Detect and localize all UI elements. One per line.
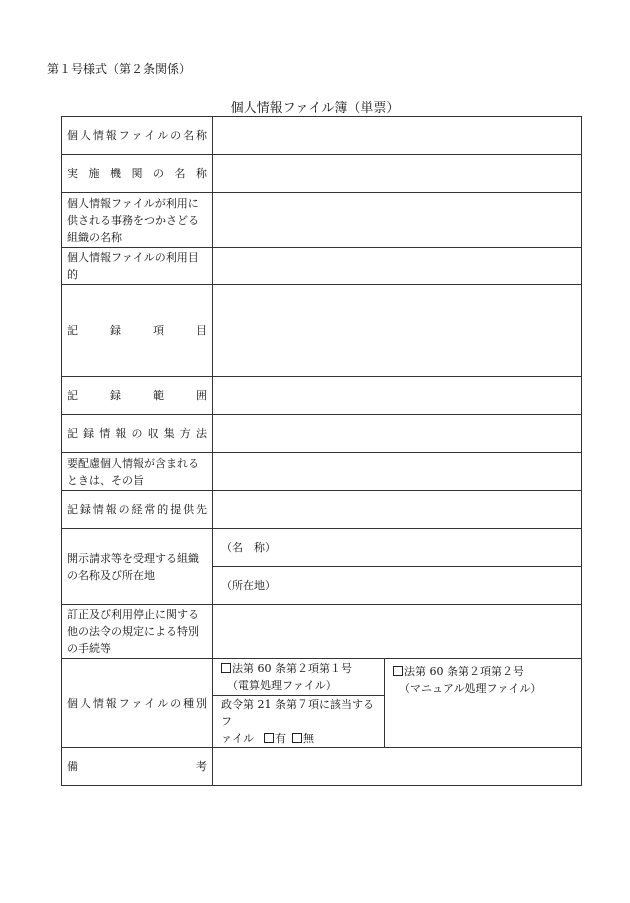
label-file-name: 個人情報ファイルの名称	[62, 117, 213, 155]
yes-label: 有	[275, 732, 286, 745]
label-purpose: 個人情報ファイルの利用目的	[62, 248, 213, 285]
option1-line2: （電算処理ファイル）	[227, 679, 337, 692]
value-disclosure-name[interactable]	[213, 529, 582, 567]
value-record-items[interactable]	[213, 285, 582, 377]
no-label: 無	[303, 732, 314, 745]
label-special-care: 要配慮個人情報が含まれるときは、その旨	[62, 453, 213, 491]
label-file-type: 個人情報ファイルの種別	[62, 659, 213, 748]
row-disclosure-name	[62, 529, 582, 567]
option1-line1: 法第 60 条第２項第１号	[232, 662, 352, 675]
row-other-laws	[62, 605, 582, 659]
value-agency-name[interactable]	[213, 155, 582, 193]
checkbox-manual-file[interactable]	[393, 666, 403, 676]
label-record-items: 記録項目	[62, 285, 213, 377]
row-regular-recipient	[62, 491, 582, 529]
row-purpose	[62, 248, 582, 285]
label-org-name: 個人情報ファイルが利用に供される事務をつかさどる組織の名称	[62, 193, 213, 248]
option2-line2: （マニュアル処理ファイル）	[399, 682, 542, 695]
option2-line1: 法第 60 条第２項第２号	[404, 665, 524, 678]
checkbox-electronic-file[interactable]	[221, 663, 231, 673]
row-org-name	[62, 193, 582, 248]
row-remarks	[62, 748, 582, 786]
row-collection-method	[62, 415, 582, 453]
value-special-care[interactable]	[213, 453, 582, 491]
label-other-laws: 訂正及び利用停止に関する他の法令の規定による特別の手続等	[62, 605, 213, 659]
row-agency-name	[62, 155, 582, 193]
label-record-range: 記録範囲	[62, 377, 213, 415]
value-other-laws[interactable]	[213, 605, 582, 659]
value-collection-method[interactable]	[213, 415, 582, 453]
value-file-name[interactable]	[213, 117, 582, 155]
label-disclosure-org: 開示請求等を受理する組織の名称及び所在地	[62, 529, 213, 605]
value-disclosure-address[interactable]	[213, 567, 582, 605]
row-record-range	[62, 377, 582, 415]
value-org-name[interactable]	[213, 193, 582, 248]
value-purpose[interactable]	[213, 248, 582, 285]
registry-table	[61, 116, 582, 786]
file-type-option-1[interactable]	[213, 659, 385, 696]
label-agency-name: 実施機関の名称	[62, 155, 213, 193]
ordinance-cell	[213, 696, 385, 748]
label-collection-method: 記録情報の収集方法	[62, 415, 213, 453]
form-title: 個人情報ファイル簿（単票）	[230, 101, 400, 116]
ordinance-line1: 政令第 21 条第７項に該当するフ	[221, 698, 374, 728]
row-file-type-top	[62, 659, 582, 696]
label-remarks: 備考	[62, 748, 213, 786]
file-type-option-2[interactable]	[385, 659, 582, 748]
form-number-label: 第１号様式（第２条関係）	[47, 62, 192, 76]
value-record-range[interactable]	[213, 377, 582, 415]
label-regular-recipient: 記録情報の経常的提供先	[62, 491, 213, 529]
row-record-items	[62, 285, 582, 377]
row-special-care	[62, 453, 582, 491]
value-regular-recipient[interactable]	[213, 491, 582, 529]
row-file-name	[62, 117, 582, 155]
ordinance-line2: ァイル	[221, 732, 254, 745]
value-remarks[interactable]	[213, 748, 582, 786]
checkbox-no[interactable]	[292, 733, 302, 743]
disclosure-name-label: （名 称）	[221, 541, 276, 554]
disclosure-address-label: （所在地）	[221, 579, 276, 592]
checkbox-yes[interactable]	[264, 733, 274, 743]
